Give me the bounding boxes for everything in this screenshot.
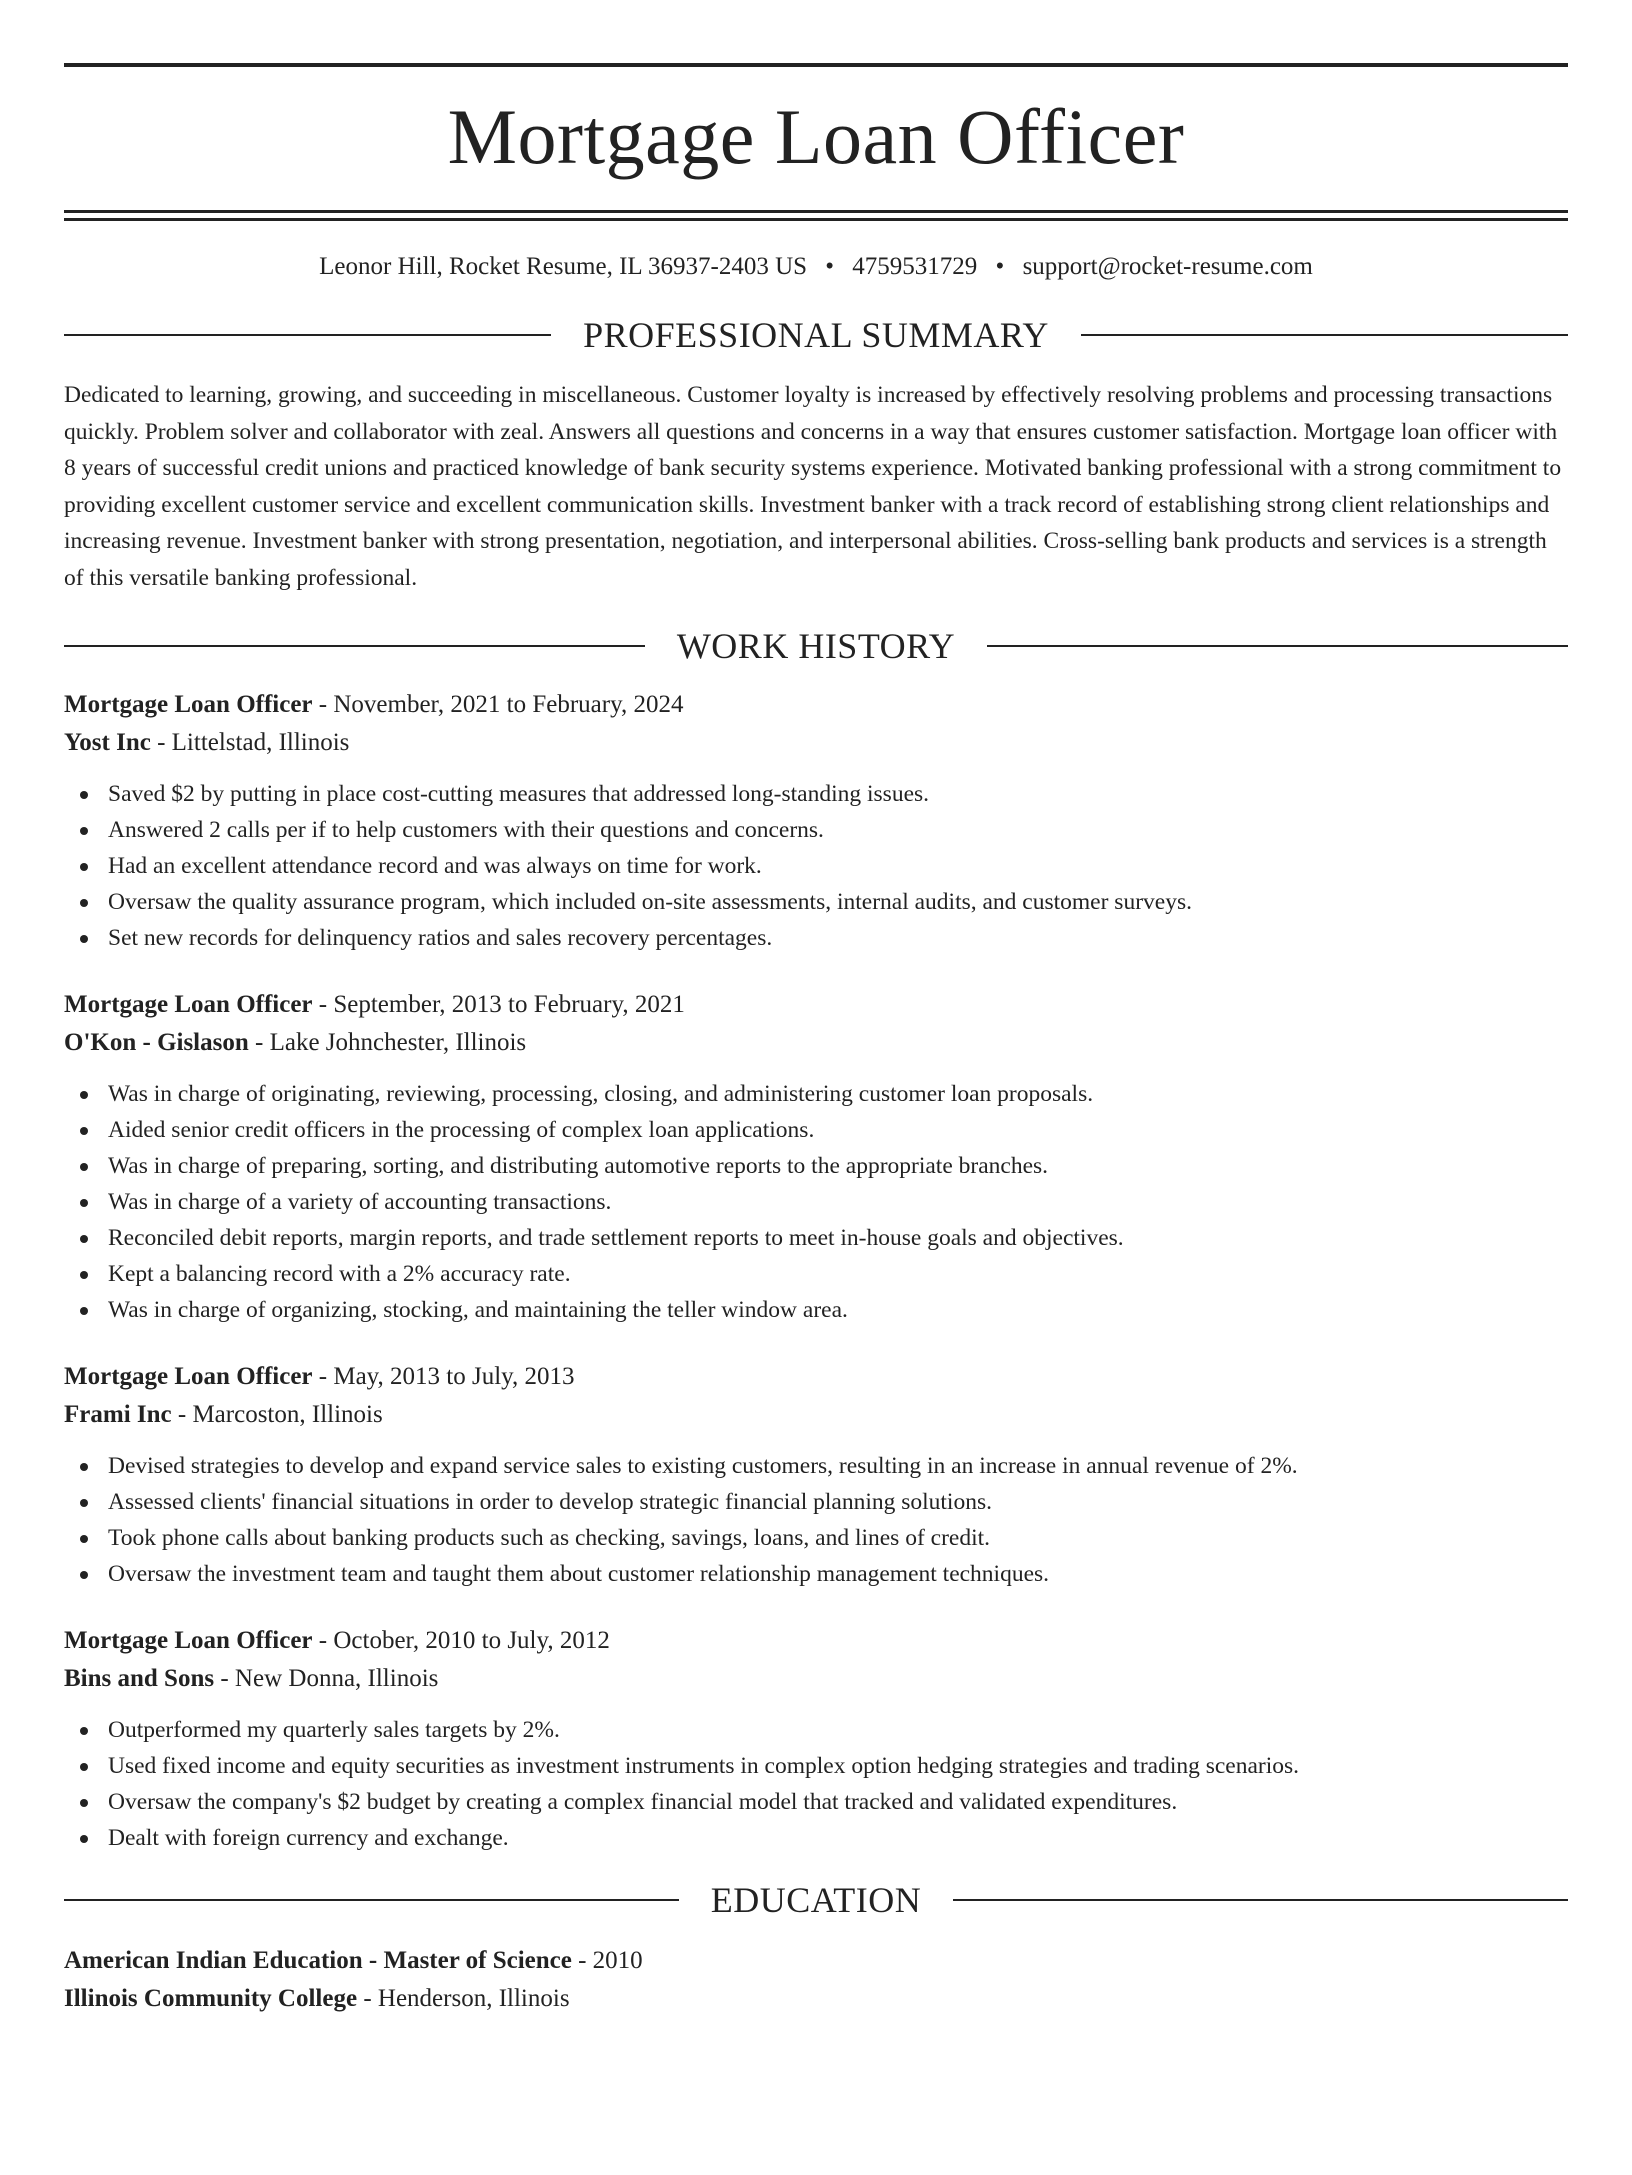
work-section-heading <box>64 626 1568 666</box>
job-bullet <box>64 1256 1568 1292</box>
job-bullet-text: Had an excellent attendance record and was always on time for work. <box>108 853 762 879</box>
contact-separator: • <box>995 253 1005 280</box>
job-dates: - October, 2010 to July, 2012 <box>312 1627 610 1654</box>
bullet-dot-icon <box>80 1307 88 1315</box>
section-rule-left <box>64 645 645 647</box>
job-company: Bins and Sons <box>64 1665 215 1692</box>
bullet-dot-icon <box>80 1271 88 1279</box>
job-bullet <box>64 884 1568 920</box>
bullet-dot-icon <box>80 791 88 799</box>
summary-section-title: PROFESSIONAL SUMMARY <box>583 315 1049 355</box>
bullet-dot-icon <box>80 1763 88 1771</box>
job-bullet-text: Devised strategies to develop and expand service sales to existing customers, resulting in an increase in annual revenue of 2%. <box>108 1453 1298 1479</box>
job-title: Mortgage Loan Officer <box>64 691 313 718</box>
job-bullet <box>64 1820 1568 1856</box>
job-bullet <box>64 1220 1568 1256</box>
job-bullet-list <box>64 1712 1568 1856</box>
job-bullet-text: Dealt with foreign currency and exchange. <box>108 1825 509 1851</box>
title-double-rule <box>64 210 1568 221</box>
education-entry <box>64 1942 1568 2018</box>
job-company: O'Kon - Gislason <box>64 1029 249 1056</box>
job-bullet-text: Took phone calls about banking products such as checking, savings, loans, and lines of credit. <box>108 1525 991 1551</box>
job-bullet <box>64 1784 1568 1820</box>
education-section-heading <box>64 1880 1568 1920</box>
education-school-line <box>64 1980 1568 2018</box>
education-location: - Henderson, Illinois <box>357 1985 570 2012</box>
job-title-line <box>64 1358 1568 1396</box>
job-company-line <box>64 1024 1568 1062</box>
bullet-dot-icon <box>80 863 88 871</box>
job-location: - New Donna, Illinois <box>214 1665 439 1692</box>
job-dates: - September, 2013 to February, 2021 <box>312 991 685 1018</box>
bullet-dot-icon <box>80 1727 88 1735</box>
job-dates: - May, 2013 to July, 2013 <box>312 1363 575 1390</box>
job-title-line <box>64 686 1568 724</box>
job-bullet <box>64 1184 1568 1220</box>
job-company-line <box>64 724 1568 762</box>
job-bullet-text: Was in charge of organizing, stocking, and maintaining the teller window area. <box>108 1297 848 1323</box>
job-bullet-text: Was in charge of preparing, sorting, and distributing automotive reports to the appropriate branches. <box>108 1153 1049 1179</box>
contact-phone: 4759531729 <box>852 253 978 280</box>
section-rule-left <box>64 1899 679 1901</box>
bullet-dot-icon <box>80 899 88 907</box>
work-section-title: WORK HISTORY <box>676 626 956 666</box>
job-location: - Marcoston, Illinois <box>171 1401 383 1428</box>
job-title-line <box>64 986 1568 1024</box>
job-bullet <box>64 1748 1568 1784</box>
job-bullet-text: Was in charge of originating, reviewing, processing, closing, and administering customer loan proposals. <box>108 1081 1094 1107</box>
job-company: Frami Inc <box>64 1401 172 1428</box>
resume-title: Mortgage Loan Officer <box>447 93 1185 180</box>
contact-line <box>64 251 1568 283</box>
bullet-dot-icon <box>80 1571 88 1579</box>
job-title: Mortgage Loan Officer <box>64 991 313 1018</box>
bullet-dot-icon <box>80 827 88 835</box>
job-title: Mortgage Loan Officer <box>64 1627 313 1654</box>
job-bullet <box>64 1484 1568 1520</box>
job-entry <box>64 1358 1568 1592</box>
summary-section-heading <box>64 315 1568 355</box>
professional-summary: Dedicated to learning, growing, and succeeding in miscellaneous. Customer loyalty is increased by effectively resolving problems and processing transactions quickly. Problem solver and collaborator with zeal. Answers all questions and concerns in a way that ensures customer satisfaction. Mortgage loan officer with 8 years of successful credit unions and practiced knowledge of bank security systems experience. Motivated banking professional with a strong commitment to providing excellent customer service and excellent communication skills. Investment banker with a track record of establishing strong client relationships and increasing revenue. Investment banker with strong presentation, negotiation, and interpersonal abilities. Cross-selling bank products and services is a strength of this versatile banking professional. <box>64 382 1562 591</box>
contact-address: Leonor Hill, Rocket Resume, IL 36937-2403 US <box>319 253 808 280</box>
job-bullet-text: Was in charge of a variety of accounting transactions. <box>108 1189 612 1215</box>
job-bullet <box>64 776 1568 812</box>
bullet-dot-icon <box>80 1163 88 1171</box>
contact-email: support@rocket-resume.com <box>1022 253 1313 280</box>
section-rule-right <box>1081 334 1568 336</box>
resume-page <box>0 63 1632 2175</box>
education-section-title: EDUCATION <box>710 1880 922 1920</box>
job-entry <box>64 686 1568 956</box>
job-bullet <box>64 1712 1568 1748</box>
job-bullet <box>64 1112 1568 1148</box>
job-bullet-list <box>64 1076 1568 1328</box>
job-bullet-text: Oversaw the company's $2 budget by creating a complex financial model that tracked and validated expenditures. <box>108 1789 1178 1815</box>
job-company-line <box>64 1660 1568 1698</box>
job-bullet-text: Aided senior credit officers in the processing of complex loan applications. <box>108 1117 815 1143</box>
job-dates: - November, 2021 to February, 2024 <box>312 691 684 718</box>
job-location: - Lake Johnchester, Illinois <box>248 1029 527 1056</box>
bullet-dot-icon <box>80 1091 88 1099</box>
job-bullet-text: Saved $2 by putting in place cost-cutting measures that addressed long-standing issues. <box>108 781 930 807</box>
bullet-dot-icon <box>80 1199 88 1207</box>
bullet-dot-icon <box>80 1835 88 1843</box>
job-bullet <box>64 1520 1568 1556</box>
job-bullet <box>64 812 1568 848</box>
job-bullet-list <box>64 1448 1568 1592</box>
job-bullet <box>64 1556 1568 1592</box>
job-bullet-text: Reconciled debit reports, margin reports, and trade settlement reports to meet in-house goals and objectives. <box>108 1225 1124 1251</box>
education-degree: American Indian Education - Master of Science <box>64 1947 572 1974</box>
job-bullet-text: Used fixed income and equity securities as investment instruments in complex option hedging strategies and trading scenarios. <box>108 1753 1300 1779</box>
job-bullet-text: Oversaw the investment team and taught them about customer relationship management techniques. <box>108 1561 1050 1587</box>
job-company-line <box>64 1396 1568 1434</box>
bullet-dot-icon <box>80 1799 88 1807</box>
job-bullet-text: Kept a balancing record with a 2% accuracy rate. <box>108 1261 571 1287</box>
job-bullet <box>64 1148 1568 1184</box>
bullet-dot-icon <box>80 1499 88 1507</box>
job-bullet <box>64 1448 1568 1484</box>
section-rule-left <box>64 334 551 336</box>
section-rule-right <box>987 645 1568 647</box>
work-history-list <box>64 686 1568 1856</box>
education-degree-line <box>64 1942 1568 1980</box>
job-bullet-text: Oversaw the quality assurance program, which included on-site assessments, internal audits, and customer surveys. <box>108 889 1192 915</box>
job-title: Mortgage Loan Officer <box>64 1363 313 1390</box>
job-entry <box>64 986 1568 1328</box>
top-rule <box>64 63 1568 67</box>
job-title-line <box>64 1622 1568 1660</box>
job-bullet-text: Set new records for delinquency ratios and sales recovery percentages. <box>108 925 773 951</box>
bullet-dot-icon <box>80 1535 88 1543</box>
job-bullet-text: Outperformed my quarterly sales targets by 2%. <box>108 1717 560 1743</box>
bullet-dot-icon <box>80 935 88 943</box>
job-bullet <box>64 848 1568 884</box>
bullet-dot-icon <box>80 1127 88 1135</box>
job-bullet <box>64 1076 1568 1112</box>
section-rule-right <box>953 1899 1568 1901</box>
job-bullet <box>64 920 1568 956</box>
job-company: Yost Inc <box>64 729 151 756</box>
bullet-dot-icon <box>80 1463 88 1471</box>
job-bullet-list <box>64 776 1568 956</box>
contact-separator: • <box>825 253 835 280</box>
job-location: - Littelstad, Illinois <box>150 729 350 756</box>
job-entry <box>64 1622 1568 1856</box>
education-year: - 2010 <box>571 1947 643 1974</box>
job-bullet-text: Answered 2 calls per if to help customers with their questions and concerns. <box>108 817 824 843</box>
education-school: Illinois Community College <box>64 1985 358 2012</box>
bullet-dot-icon <box>80 1235 88 1243</box>
job-bullet-text: Assessed clients' financial situations in order to develop strategic financial planning solutions. <box>108 1489 992 1515</box>
job-bullet <box>64 1292 1568 1328</box>
